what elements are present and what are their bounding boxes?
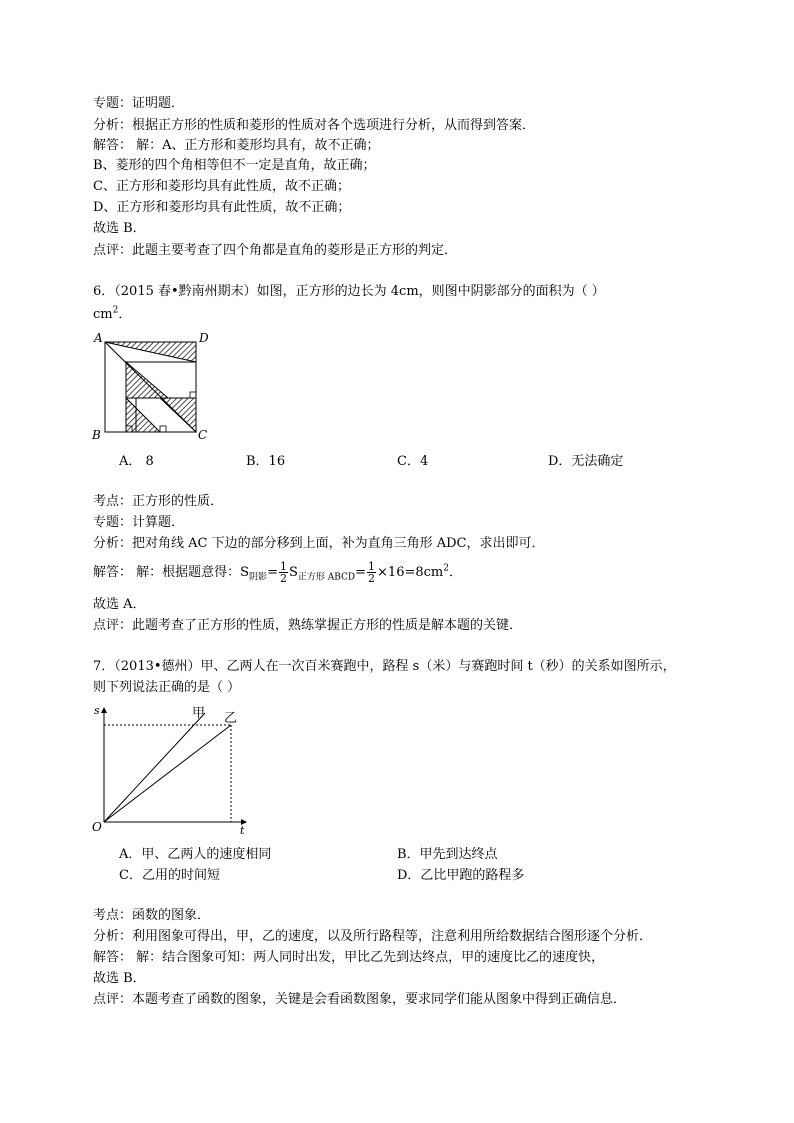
q6-fraction-2: $\frac{1}{2}$ [368, 560, 376, 585]
q5-topic: 专题：证明题． [93, 96, 185, 111]
q5-solution-c: C、正方形和菱形均具有此性质，故不正确； [93, 179, 350, 194]
q6-topic: 专题：计算题． [93, 515, 185, 530]
q7-solution: 解答： 解：结合图象可知：两人同时出发，甲比乙先到达终点，甲的速度比乙的速度快， [93, 950, 605, 965]
q7-kaodian: 考点：函数的图象． [93, 908, 211, 923]
q5-choice: 故选 B． [93, 221, 146, 236]
q5-solution-d: D、正方形和菱形均具有此性质，故不正确； [93, 200, 351, 215]
q7-option-c: C．乙用的时间短 [119, 868, 220, 883]
q7-y-label: s [94, 704, 100, 717]
q6-option-d: D．无法确定 [548, 454, 624, 469]
q6-unit-end: ． [118, 307, 132, 322]
q6-unit-sup: 2 [112, 305, 119, 316]
q6-kaodian: 考点：正方形的性质． [93, 494, 224, 509]
q6-option-c: C．4 [397, 454, 429, 469]
q6-choice: 故选 A． [93, 597, 146, 612]
q6-unit-line [93, 305, 131, 325]
q6-label-a: A [94, 331, 103, 345]
q7-option-d: D．乙比甲跑的路程多 [397, 868, 525, 883]
q7-comment: 点评：本题考查了函数的图象，关键是会看函数图象，要求同学们能从图象中得到正确信息． [93, 992, 627, 1007]
q7-analysis: 分析：利用图象可得出，甲，乙的速度，以及所行路程等，注意利用所给数据结合图形逐个分析． [93, 929, 653, 944]
q6-solution: 解答： 解：根据题意得：$S_{阴影}=$ $\frac{1}{2}$ $S_{正方形 ABCD}=$ $\frac{1}{2}$ $\times 16=8cm^2$． [93, 560, 462, 585]
q6-analysis: 分析：把对角线 AC 下边的部分移到上面，补为直角三角形 ADC，求出即可． [93, 536, 545, 551]
q7-choice: 故选 B． [93, 971, 146, 986]
q6-label-c: C [198, 428, 208, 442]
q7-line-jia [104, 713, 205, 822]
q6-label-d: D [199, 331, 209, 345]
q7-origin-label: O [92, 820, 102, 834]
q7-x-label: t [240, 824, 245, 837]
q6-fraction-1: $\frac{1}{2}$ [279, 560, 287, 585]
q6-shaded-top [105, 342, 196, 362]
q6-unit: cm [93, 307, 113, 322]
q7-label-jia: 甲 [192, 706, 206, 721]
q6-stem: 6．（2015 春•黔南州期末）如图，正方形的边长为 4cm，则图中阴影部分的面积为（ ） [93, 284, 605, 299]
q7-graph [88, 700, 258, 840]
q6-label-b: B [92, 428, 101, 442]
q7-option-b: B．甲先到达终点 [397, 847, 498, 862]
q7-stem-2: 则下列说法正确的是（ ） [93, 680, 241, 695]
q7-label-yi: 乙 [224, 711, 238, 726]
q6-square-figure [88, 328, 218, 444]
q6-comment: 点评：此题考查了正方形的性质，熟练掌握正方形的性质是解本题的关键． [93, 618, 523, 633]
q6-option-b: B．16 [246, 454, 286, 469]
q5-solution-b: B、菱形的四个角相等但不一定是直角，故正确； [93, 158, 376, 173]
q5-analysis: 分析：根据正方形的性质和菱形的性质对各个选项进行分析，从而得到答案． [93, 118, 536, 133]
q7-line-yi [104, 725, 231, 822]
q5-solution-a: 解答： 解：A、正方形和菱形均具有，故不正确； [93, 138, 380, 153]
q5-comment: 点评：此题主要考查了四个角都是直角的菱形是正方形的判定． [93, 243, 458, 258]
q6-option-a: A． 8 [119, 454, 154, 469]
q7-option-a: A．甲、乙两人的速度相同 [119, 847, 272, 862]
q7-stem-1: 7．（2013•德州）甲、乙两人在一次百米赛跑中，路程 s（米）与赛跑时间 t（秒）的关系如图所示， [93, 659, 676, 674]
